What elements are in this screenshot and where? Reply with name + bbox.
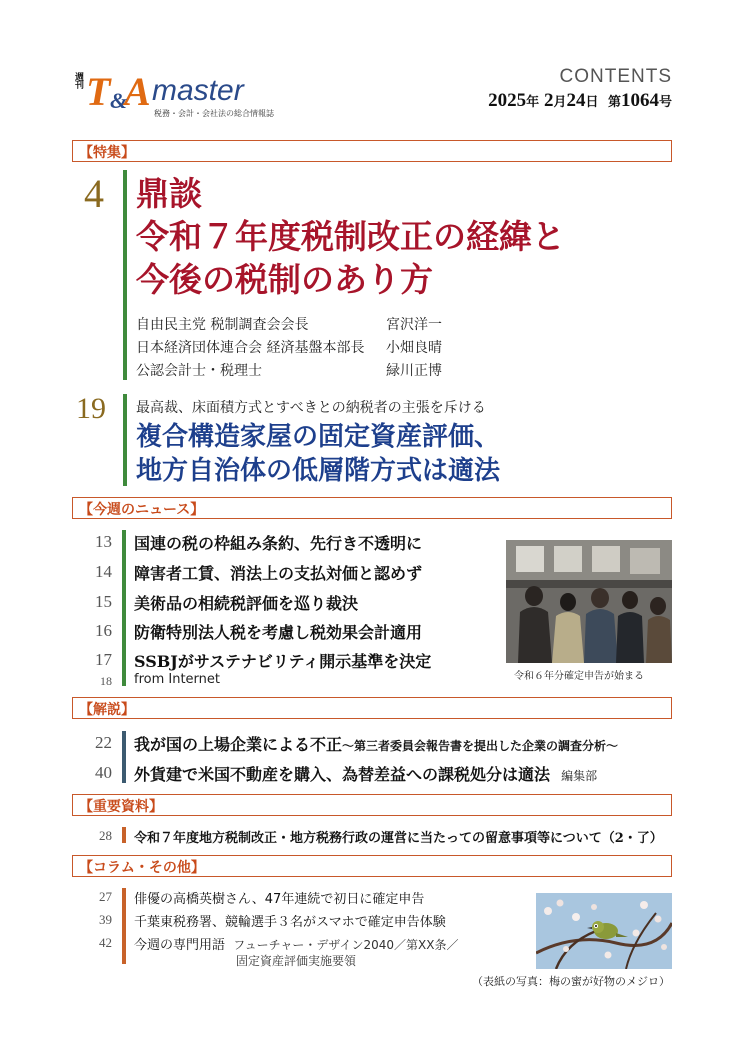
- section-label-feature: 【特集】: [79, 145, 135, 161]
- news-item-2[interactable]: 障害者工賃、消法上の支払対価と認めず: [134, 564, 423, 583]
- logo-ampersand: &: [110, 88, 128, 113]
- section-header-feature: [72, 140, 672, 162]
- magazine-logo: [72, 69, 274, 122]
- feature-page-number[interactable]: 4: [84, 171, 104, 216]
- commentary-item-2-author: 編集部: [561, 769, 598, 783]
- section-label-documents: 【重要資料】: [79, 799, 163, 815]
- participant-name-1: 宮沢洋一: [386, 317, 442, 333]
- logo-letter-t: T: [86, 69, 111, 114]
- news-page-16[interactable]: 16: [95, 621, 112, 640]
- news-accent-bar: [122, 530, 126, 686]
- participant-role-2: 日本経済団体連合会 経済基盤本部長: [136, 340, 365, 356]
- feature2-title[interactable]: [136, 420, 500, 488]
- feature2-page-number[interactable]: 19: [76, 392, 106, 425]
- feature-title-line2: 令和７年度税制改正の経緯と: [136, 217, 565, 256]
- column-page-27[interactable]: 27: [99, 889, 112, 904]
- column-item-1[interactable]: 俳優の高橋英樹さん、47年連続で初日に確定申告: [134, 892, 425, 907]
- glossary-item[interactable]: [134, 934, 458, 953]
- contents-label: CONTENTS: [559, 66, 672, 87]
- issue-day: 24: [566, 90, 586, 111]
- logo-weekly-mark: 週刊: [73, 72, 83, 88]
- news-item-4[interactable]: 防衛特別法人税を考慮し税効果会計適用: [134, 623, 423, 642]
- feature2-subtitle: 最高裁、床面積方式とすべきとの納税者の主張を斥ける: [136, 400, 486, 416]
- documents-page-28[interactable]: 28: [99, 828, 112, 843]
- participant-role-3: 公認会計士・税理士: [136, 363, 262, 379]
- news-page-13[interactable]: 13: [95, 532, 112, 551]
- news-page-17[interactable]: 17: [95, 650, 112, 669]
- documents-accent-bar: [122, 827, 126, 843]
- column-page-42[interactable]: 42: [99, 935, 112, 950]
- glossary-label: 今週の専門用語: [134, 938, 226, 953]
- column-accent-bar: [122, 888, 126, 964]
- commentary-accent-bar: [122, 731, 126, 783]
- commentary-item-1[interactable]: [134, 732, 618, 755]
- section-header-documents: [72, 794, 672, 816]
- feature2-title-line2: 地方自治体の低層階方式は適法: [136, 456, 501, 486]
- commentary-item-1-title: 我が国の上場企業による不正: [134, 735, 343, 754]
- news-item-3[interactable]: 美術品の相続税評価を巡り裁決: [134, 594, 359, 613]
- cover-photo-caption: （表紙の写真：梅の蜜が好物のメジロ）: [472, 975, 670, 988]
- issue-unit: 号: [658, 94, 672, 109]
- commentary-item-2-title: 外貨建で米国不動産を購入、為替差益への課税処分は適法: [134, 765, 551, 784]
- logo-letter-a: A: [124, 69, 151, 114]
- participant-name-3: 緑川正博: [386, 363, 442, 379]
- news-page-14[interactable]: 14: [95, 562, 112, 581]
- news-page-15[interactable]: 15: [95, 592, 112, 611]
- issue-month: 2: [543, 90, 554, 111]
- issue-number: 1064: [620, 90, 659, 111]
- tax-filing-photo: [506, 540, 672, 663]
- column-item-2[interactable]: 千葉東税務署、競輪選手３名がスマホで確定申告体験: [134, 915, 446, 930]
- news-item-5[interactable]: SSBJがサステナビリティ開示基準を決定: [134, 652, 432, 671]
- feature2-accent-bar: [123, 394, 127, 486]
- issue-prefix: 第: [607, 94, 621, 109]
- participant-name-2: 小畑良晴: [386, 340, 442, 356]
- issue-year: 2025: [488, 90, 527, 111]
- news-internet-label[interactable]: from Internet: [134, 672, 221, 687]
- column-page-39[interactable]: 39: [99, 912, 112, 927]
- feature-title-line3: 今後の税制のあり方: [136, 260, 433, 299]
- logo-master-text: master: [152, 74, 244, 107]
- section-label-commentary: 【解説】: [79, 702, 135, 718]
- feature-title[interactable]: [136, 172, 565, 301]
- commentary-page-22[interactable]: 22: [95, 733, 112, 752]
- commentary-page-40[interactable]: 40: [95, 763, 112, 782]
- section-header-commentary: [72, 697, 672, 719]
- news-photo-caption: 令和６年分確定申告が始まる: [514, 671, 644, 682]
- news-item-1[interactable]: 国連の税の枠組み条約、先行き不透明に: [134, 534, 423, 553]
- feature-title-line1: 鼎談: [136, 174, 202, 213]
- commentary-item-2[interactable]: [134, 762, 597, 785]
- cover-bird-photo: [536, 893, 672, 969]
- section-header-news: [72, 497, 672, 519]
- section-label-column: 【コラム・その他】: [79, 860, 205, 876]
- glossary-terms-line2: 固定資産評価実施要領: [236, 954, 357, 968]
- commentary-item-1-subtitle: ～第三者委員会報告書を提出した企業の調査分析～: [342, 739, 619, 753]
- glossary-terms-line1: フューチャー・デザイン2040／第XX条／: [233, 938, 459, 952]
- news-internet-page[interactable]: 18: [100, 674, 112, 688]
- issue-day-unit: 日: [585, 94, 599, 109]
- issue-month-unit: 月: [553, 94, 567, 109]
- issue-year-unit: 年: [526, 94, 540, 109]
- feature-accent-bar: [123, 170, 127, 380]
- issue-date-line: [488, 90, 672, 112]
- logo-tagline: 税務・会計・会社法の総合情報誌: [154, 109, 274, 118]
- section-label-news: 【今週のニュース】: [79, 502, 205, 518]
- documents-item-title[interactable]: 令和７年度地方税制改正・地方税務行政の運営に当たっての留意事項等について（2・了）: [134, 831, 663, 846]
- feature2-title-line1: 複合構造家屋の固定資産評価、: [136, 422, 501, 452]
- participant-role-1: 自由民主党 税制調査会会長: [136, 317, 309, 333]
- section-header-column: [72, 855, 672, 877]
